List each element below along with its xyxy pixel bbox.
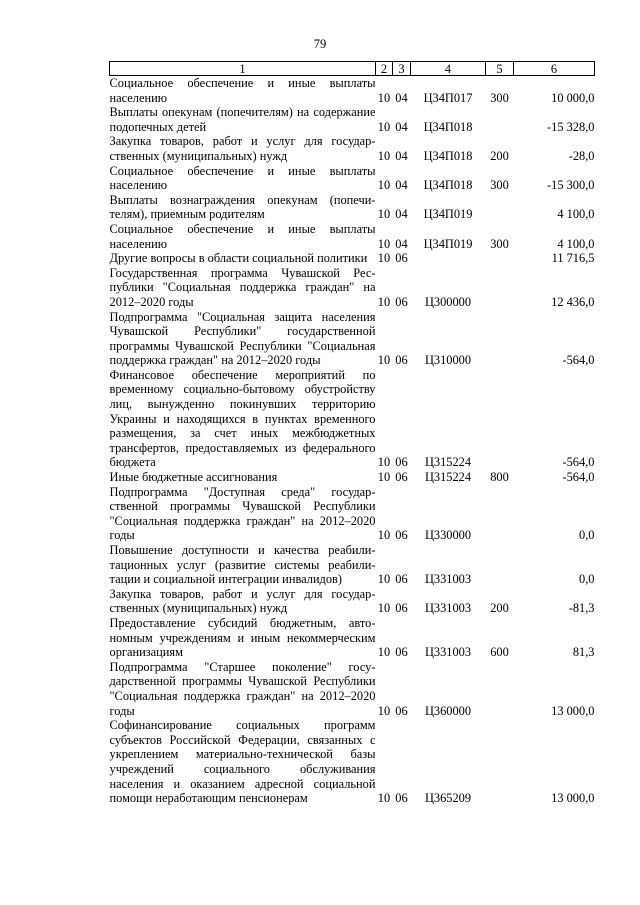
column-number-header: [110, 62, 595, 76]
expense-type-code: [486, 660, 514, 718]
target-article-code: Ц300000: [424, 294, 472, 309]
table-row: [110, 616, 595, 660]
column-header: 4: [411, 62, 486, 76]
item-name: Подпрограмма "Социальная защита населения Чувашской Республики" государственной программы Чувашской Республики "Социальная поддержка граждан" на 2012–2020 годы: [109, 309, 376, 368]
column-header: 5: [486, 62, 514, 76]
target-article-code: Ц360000: [424, 703, 472, 718]
table-row: [110, 587, 595, 616]
table-row: [110, 164, 595, 193]
item-name: Выплаты вознаграждения опекунам (попечителям), приемным родителям: [109, 192, 376, 222]
target-article-code: Ц331003: [424, 601, 472, 616]
target-article-code: Ц315224: [424, 470, 472, 485]
amount: 11 716,5: [551, 251, 595, 266]
item-name: Закупка товаров, работ и услуг для государственных (муниципальных) нужд: [109, 134, 376, 163]
section-code: 10: [377, 703, 391, 718]
table-row: [110, 718, 595, 806]
subsection-code: 06: [395, 251, 408, 266]
column-header: 6: [514, 62, 595, 76]
item-name: Закупка товаров, работ и услуг для государственных (муниципальных) нужд: [109, 586, 376, 616]
table-row: [110, 193, 595, 222]
expense-type-code: 200: [490, 601, 509, 616]
expense-type-code: 600: [490, 645, 509, 660]
page-number: 79: [313, 37, 327, 51]
expense-type-code: 800: [490, 470, 509, 485]
subsection-code: 04: [395, 119, 408, 134]
amount: 13 000,0: [551, 791, 595, 806]
amount: 4 100,0: [557, 236, 595, 251]
amount: 81,3: [572, 645, 595, 660]
section-code: 10: [377, 470, 391, 485]
expense-type-code: 300: [490, 236, 509, 251]
table-row: [110, 543, 595, 587]
expense-type-code: [486, 266, 514, 310]
subsection-code: 04: [395, 90, 408, 105]
item-name: Выплаты опекунам (попечителям) на содержание подопечных детей: [109, 105, 376, 134]
expense-type-code: 300: [490, 178, 509, 193]
section-code: 10: [377, 645, 391, 660]
amount: 13 000,0: [551, 703, 595, 718]
target-article-code: Ц34П018: [423, 119, 473, 134]
amount: 4 100,0: [557, 207, 595, 222]
table-row: [110, 368, 595, 470]
amount: -81,3: [568, 601, 595, 616]
expense-type-code: [486, 718, 514, 806]
section-code: 10: [377, 178, 391, 193]
table-row: [110, 266, 595, 310]
section-code: 10: [377, 601, 391, 616]
table-row: [110, 251, 595, 266]
expense-type-code: [486, 368, 514, 470]
table-row: [110, 134, 595, 163]
target-article-code: Ц315224: [424, 455, 472, 470]
target-article-code: Ц310000: [424, 353, 472, 368]
target-article-code: Ц365209: [424, 791, 472, 806]
target-article-code: Ц34П018: [423, 178, 473, 193]
target-article-code: Ц330000: [424, 528, 472, 543]
amount: 12 436,0: [551, 294, 595, 309]
amount: -15 328,0: [547, 119, 595, 134]
amount: 0,0: [579, 572, 595, 587]
column-header: 3: [393, 62, 411, 76]
expense-type-code: [486, 193, 514, 222]
item-name: Софинансирование социальных программ субъектов Российской Федерации, связанных с укреплением материально-технической базы учреждений социального обслуживания населения и оказанием адресной социальной помощи неработающим пенсионерам: [109, 718, 376, 806]
item-name: Другие вопросы в области социальной политики: [109, 251, 368, 266]
subsection-code: 04: [395, 236, 408, 251]
item-name: Подпрограмма "Доступная среда" государственной программы Чувашской Республики "Социальная поддержка граждан" на 2012–2020 годы: [109, 484, 376, 543]
subsection-code: 04: [395, 207, 408, 222]
table-row: [110, 660, 595, 718]
table-row: [110, 76, 595, 106]
budget-table: [109, 61, 595, 806]
section-code: 10: [377, 572, 391, 587]
amount: -15 300,0: [547, 178, 595, 193]
expense-type-code: [486, 105, 514, 134]
table-row: [110, 485, 595, 543]
amount: -28,0: [568, 148, 595, 163]
item-name: Государственная программа Чувашской Республики "Социальная поддержка граждан" на 2012–2020 годы: [109, 265, 376, 309]
section-code: 10: [377, 207, 391, 222]
subsection-code: 06: [395, 455, 408, 470]
item-name: Социальное обеспечение и иные выплаты населению: [109, 221, 376, 251]
target-article-code: Ц34П019: [423, 236, 473, 251]
section-code: 10: [377, 791, 391, 806]
section-code: 10: [377, 90, 391, 105]
target-article-code: [411, 251, 486, 266]
section-code: 10: [377, 251, 391, 266]
section-code: 10: [377, 528, 391, 543]
target-article-code: Ц34П019: [423, 207, 473, 222]
section-code: 10: [377, 455, 391, 470]
item-name: Предоставление субсидий бюджетным, автономным учреждениям и иным некоммерческим организациям: [109, 615, 376, 660]
amount: -564,0: [562, 470, 595, 485]
amount: 0,0: [579, 528, 595, 543]
section-code: 10: [377, 294, 391, 309]
subsection-code: 06: [395, 601, 408, 616]
item-name: Повышение доступности и качества реабилитационных услуг (развитие системы реабилитации и социальной интеграции инвалидов): [109, 543, 376, 587]
subsection-code: 04: [395, 148, 408, 163]
table-row: [110, 105, 595, 134]
subsection-code: 06: [395, 703, 408, 718]
subsection-code: 06: [395, 470, 408, 485]
table-row: [110, 222, 595, 251]
item-name: Подпрограмма "Старшее поколение" государственной программы Чувашской Республики "Социальная поддержка граждан" на 2012–2020 годы: [109, 659, 376, 718]
column-header: 1: [110, 62, 376, 76]
table-row: [110, 470, 595, 485]
expense-type-code: [486, 485, 514, 543]
target-article-code: Ц34П018: [423, 148, 473, 163]
subsection-code: 06: [395, 294, 408, 309]
target-article-code: Ц331003: [424, 572, 472, 587]
expense-type-code: 200: [490, 148, 509, 163]
section-code: 10: [377, 353, 391, 368]
column-header: 2: [376, 62, 393, 76]
item-name: Финансовое обеспечение мероприятий по временному социально-бытовому обустройству лиц, вынужденно покинувших территорию Украины и находящихся в пунктах временного размещения, за счет иных межбюджетных трансфертов, предоставляемых из федерального бюджета: [109, 367, 376, 470]
subsection-code: 04: [395, 178, 408, 193]
section-code: 10: [377, 236, 391, 251]
expense-type-code: [486, 543, 514, 587]
expense-type-code: [486, 251, 514, 266]
amount: -564,0: [562, 455, 595, 470]
expense-type-code: [486, 310, 514, 368]
subsection-code: 06: [395, 572, 408, 587]
amount: -564,0: [562, 353, 595, 368]
table-row: [110, 310, 595, 368]
subsection-code: 06: [395, 353, 408, 368]
item-name: Социальное обеспечение и иные выплаты населению: [109, 163, 376, 193]
subsection-code: 06: [395, 528, 408, 543]
target-article-code: Ц34П017: [423, 90, 473, 105]
amount: 10 000,0: [551, 90, 595, 105]
expense-type-code: 300: [490, 90, 509, 105]
subsection-code: 06: [395, 645, 408, 660]
section-code: 10: [377, 148, 391, 163]
section-code: 10: [377, 119, 391, 134]
subsection-code: 06: [395, 791, 408, 806]
item-name: Иные бюджетные ассигнования: [109, 470, 278, 485]
item-name: Социальное обеспечение и иные выплаты населению: [109, 76, 376, 105]
target-article-code: Ц331003: [424, 645, 472, 660]
